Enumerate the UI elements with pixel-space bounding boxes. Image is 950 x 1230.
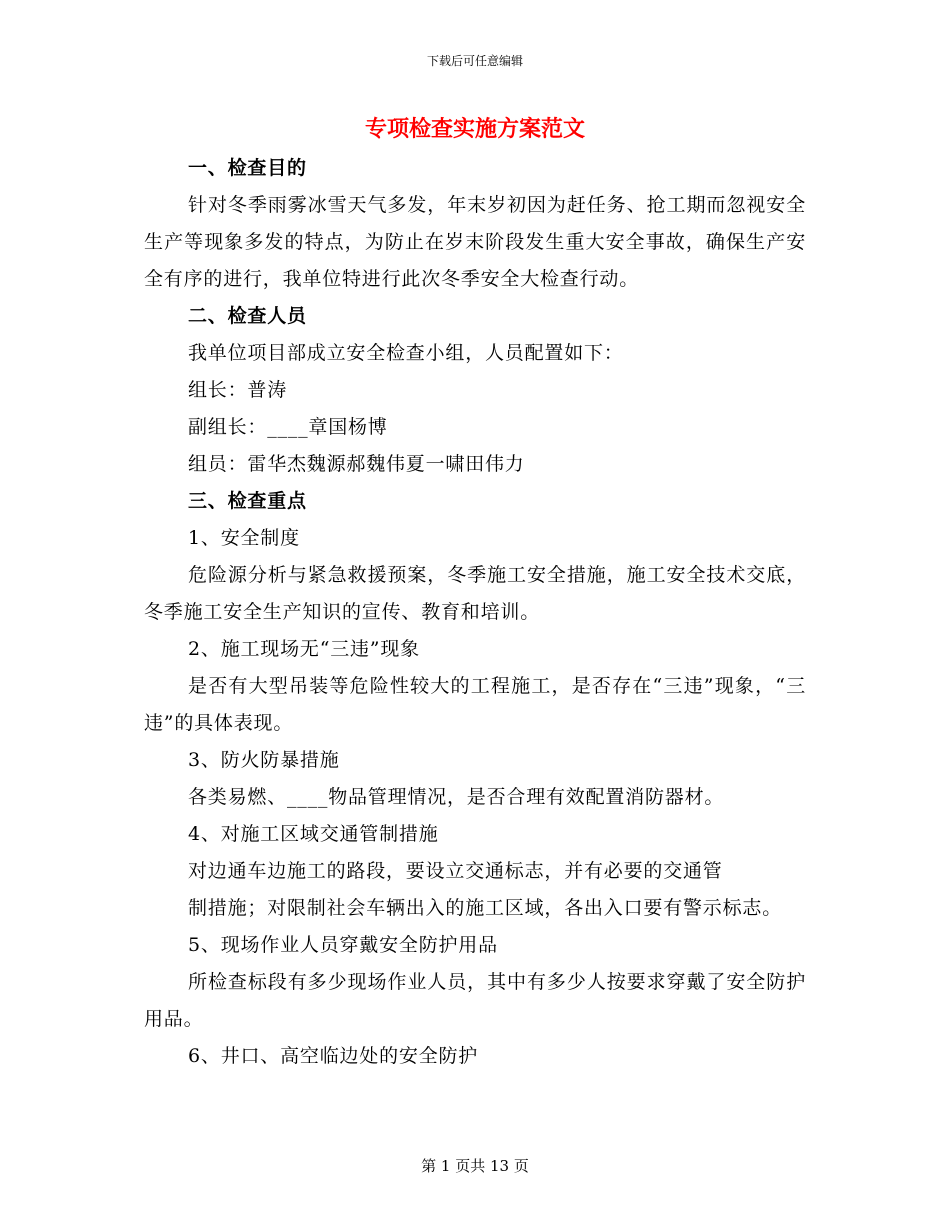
paragraph-line: 对边通车边施工的路段，要设立交通标志，并有必要的交通管 [188,860,723,882]
list-item-title: 1、安全制度 [188,527,300,549]
paragraph: 各类易燃、____物品管理情况，是否合理有效配置消防器材。 [188,786,725,808]
deputy-leader: 副组长：____章国杨博 [188,416,388,438]
paragraph: 针对冬季雨雾冰雪天气多发，年末岁初因为赶任务、抢工期而忽视安全生产等现象多发的特点，为防止在岁末阶段发生重大安全事故，确保生产安全有序的进行，我单位特进行此次冬季安全大检查行动。 [144,194,806,290]
paragraph: 是否有大型吊装等危险性较大的工程施工，是否存在“三违”现象，“三违”的具体表现。 [144,675,806,734]
page-footer: 第 1 页共 13 页 [421,1157,529,1175]
document-body [144,150,806,1075]
section-heading: 二、检查人员 [188,305,307,327]
section-heading: 三、检查重点 [188,490,307,512]
team-members: 组员：雷华杰魏源郝魏伟夏一啸田伟力 [188,453,525,475]
paragraph: 制措施；对限制社会车辆出入的施工区域，各出入口要有警示标志。 [188,897,783,919]
section-heading: 一、检查目的 [188,157,307,179]
list-item-title: 6、井口、高空临边处的安全防护 [188,1045,479,1067]
team-leader: 组长：普涛 [188,379,288,401]
paragraph: 所检查标段有多少现场作业人员，其中有多少人按要求穿戴了安全防护用品。 [144,971,806,1030]
list-item-title: 2、施工现场无“三违”现象 [188,638,420,660]
paragraph: 我单位项目部成立安全检查小组，人员配置如下： [188,342,624,364]
document-title: 专项检查实施方案范文 [364,116,585,142]
list-item-title: 4、对施工区域交通管制措施 [188,823,439,845]
paragraph: 危险源分析与紧急救援预案，冬季施工安全措施，施工安全技术交底，冬季施工安全生产知识的宣传、教育和培训。 [144,564,806,623]
list-item-title: 5、现场作业人员穿戴安全防护用品 [188,934,498,956]
list-item-title: 3、防火防暴措施 [188,749,340,771]
page-header: 下载后可任意编辑 [426,54,523,68]
